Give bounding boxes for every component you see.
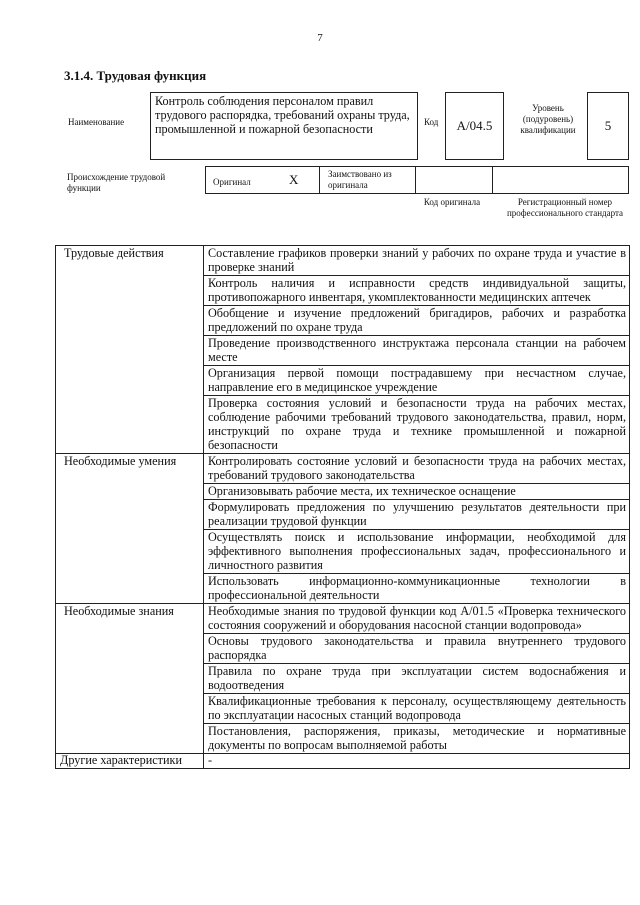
page-number: 7 <box>317 32 323 44</box>
section-title-cell <box>56 454 204 604</box>
original-code-caption: Код оригинала <box>423 197 481 207</box>
table-cell: Квалификационные требования к персоналу, осуществляющему деятельность по эксплуатации насосных станций водопровода <box>204 694 630 724</box>
name-label: Наименование <box>68 117 125 127</box>
section-title: Необходимые знания <box>64 604 174 618</box>
function-details-table <box>55 245 630 769</box>
table-row <box>56 454 630 484</box>
table-row <box>56 246 630 276</box>
table-cell: Проверка состояния условий и безопасности труда на рабочих местах, соблюдение рабочими требований трудового законодательства, правил, норм, инструкций по охране труда и технике промышленной и пожарной безопасности <box>204 396 630 454</box>
table-cell: Постановления, распоряжения, приказы, методические и нормативные документы по вопросам выполняемой работы <box>204 724 630 754</box>
table-cell: Контроль наличия и исправности средств индивидуальной защиты, противопожарного инвентаря, укомплектованности медицинских аптечек <box>204 276 630 306</box>
table-cell: Использовать информационно-коммуникационные технологии в профессиональной деятельности <box>204 574 630 604</box>
function-code-box: A/04.5 <box>445 92 504 160</box>
section-title: Необходимые умения <box>64 454 177 468</box>
table-cell: Проведение производственного инструктажа персонала станции на рабочем месте <box>204 336 630 366</box>
table-row <box>56 754 630 769</box>
section-heading: 3.1.4. Трудовая функция <box>64 68 207 83</box>
original-label: Оригинал <box>213 177 251 187</box>
other-characteristics-title: Другие характеристики <box>56 754 204 769</box>
original-mark: X <box>289 172 299 187</box>
table-cell: Составление графиков проверки знаний у рабочих по охране труда и участие в проверке знаний <box>204 246 630 276</box>
section-title-cell <box>56 246 204 454</box>
table-cell: Правила по охране труда при эксплуатации систем водоснабжения и водоотведения <box>204 664 630 694</box>
table-cell: Осуществлять поиск и использование информации, необходимой для эффективного выполнения профессиональных задач, профессионального и личностного развития <box>204 530 630 574</box>
table-row <box>56 604 630 634</box>
function-name-box: Контроль соблюдения персоналом правил трудового распорядка, требований охраны труда, промышленной и пожарной безопасности <box>150 92 418 160</box>
qualification-level-label: Уровень (подуровень) квалификации <box>520 103 576 135</box>
origin-label: Происхождение трудовой функции <box>67 172 166 193</box>
table-cell: Формулировать предложения по улучшению результатов деятельности при реализации трудовой функции <box>204 500 630 530</box>
table-cell: Контролировать состояние условий и безопасности труда на рабочих местах, требований трудового законодательства <box>204 454 630 484</box>
table-cell: Необходимые знания по трудовой функции код A/01.5 «Проверка технического состояния сооружений и оборудования насосной станции водопровода» <box>204 604 630 634</box>
table-cell: Организация первой помощи пострадавшему при несчастном случае, направление его в медицинское учреждение <box>204 366 630 396</box>
code-label: Код <box>424 117 439 127</box>
section-title: Трудовые действия <box>64 246 164 260</box>
table-cell: Организовывать рабочие места, их техническое оснащение <box>204 484 630 500</box>
origin-row <box>205 166 629 194</box>
origin-cell-code <box>415 167 493 193</box>
section-title-cell <box>56 604 204 754</box>
other-characteristics-value: - <box>204 754 630 769</box>
table-cell: Основы трудового законодательства и правила внутреннего трудового распорядка <box>204 634 630 664</box>
borrowed-label: Заимствовано из оригинала <box>328 169 392 190</box>
qualification-level-box: 5 <box>587 92 629 160</box>
table-cell: Обобщение и изучение предложений бригадиров, рабочих и разработка предложений по охране труда <box>204 306 630 336</box>
registration-number-caption: Регистрационный номер профессионального стандарта <box>506 197 624 218</box>
